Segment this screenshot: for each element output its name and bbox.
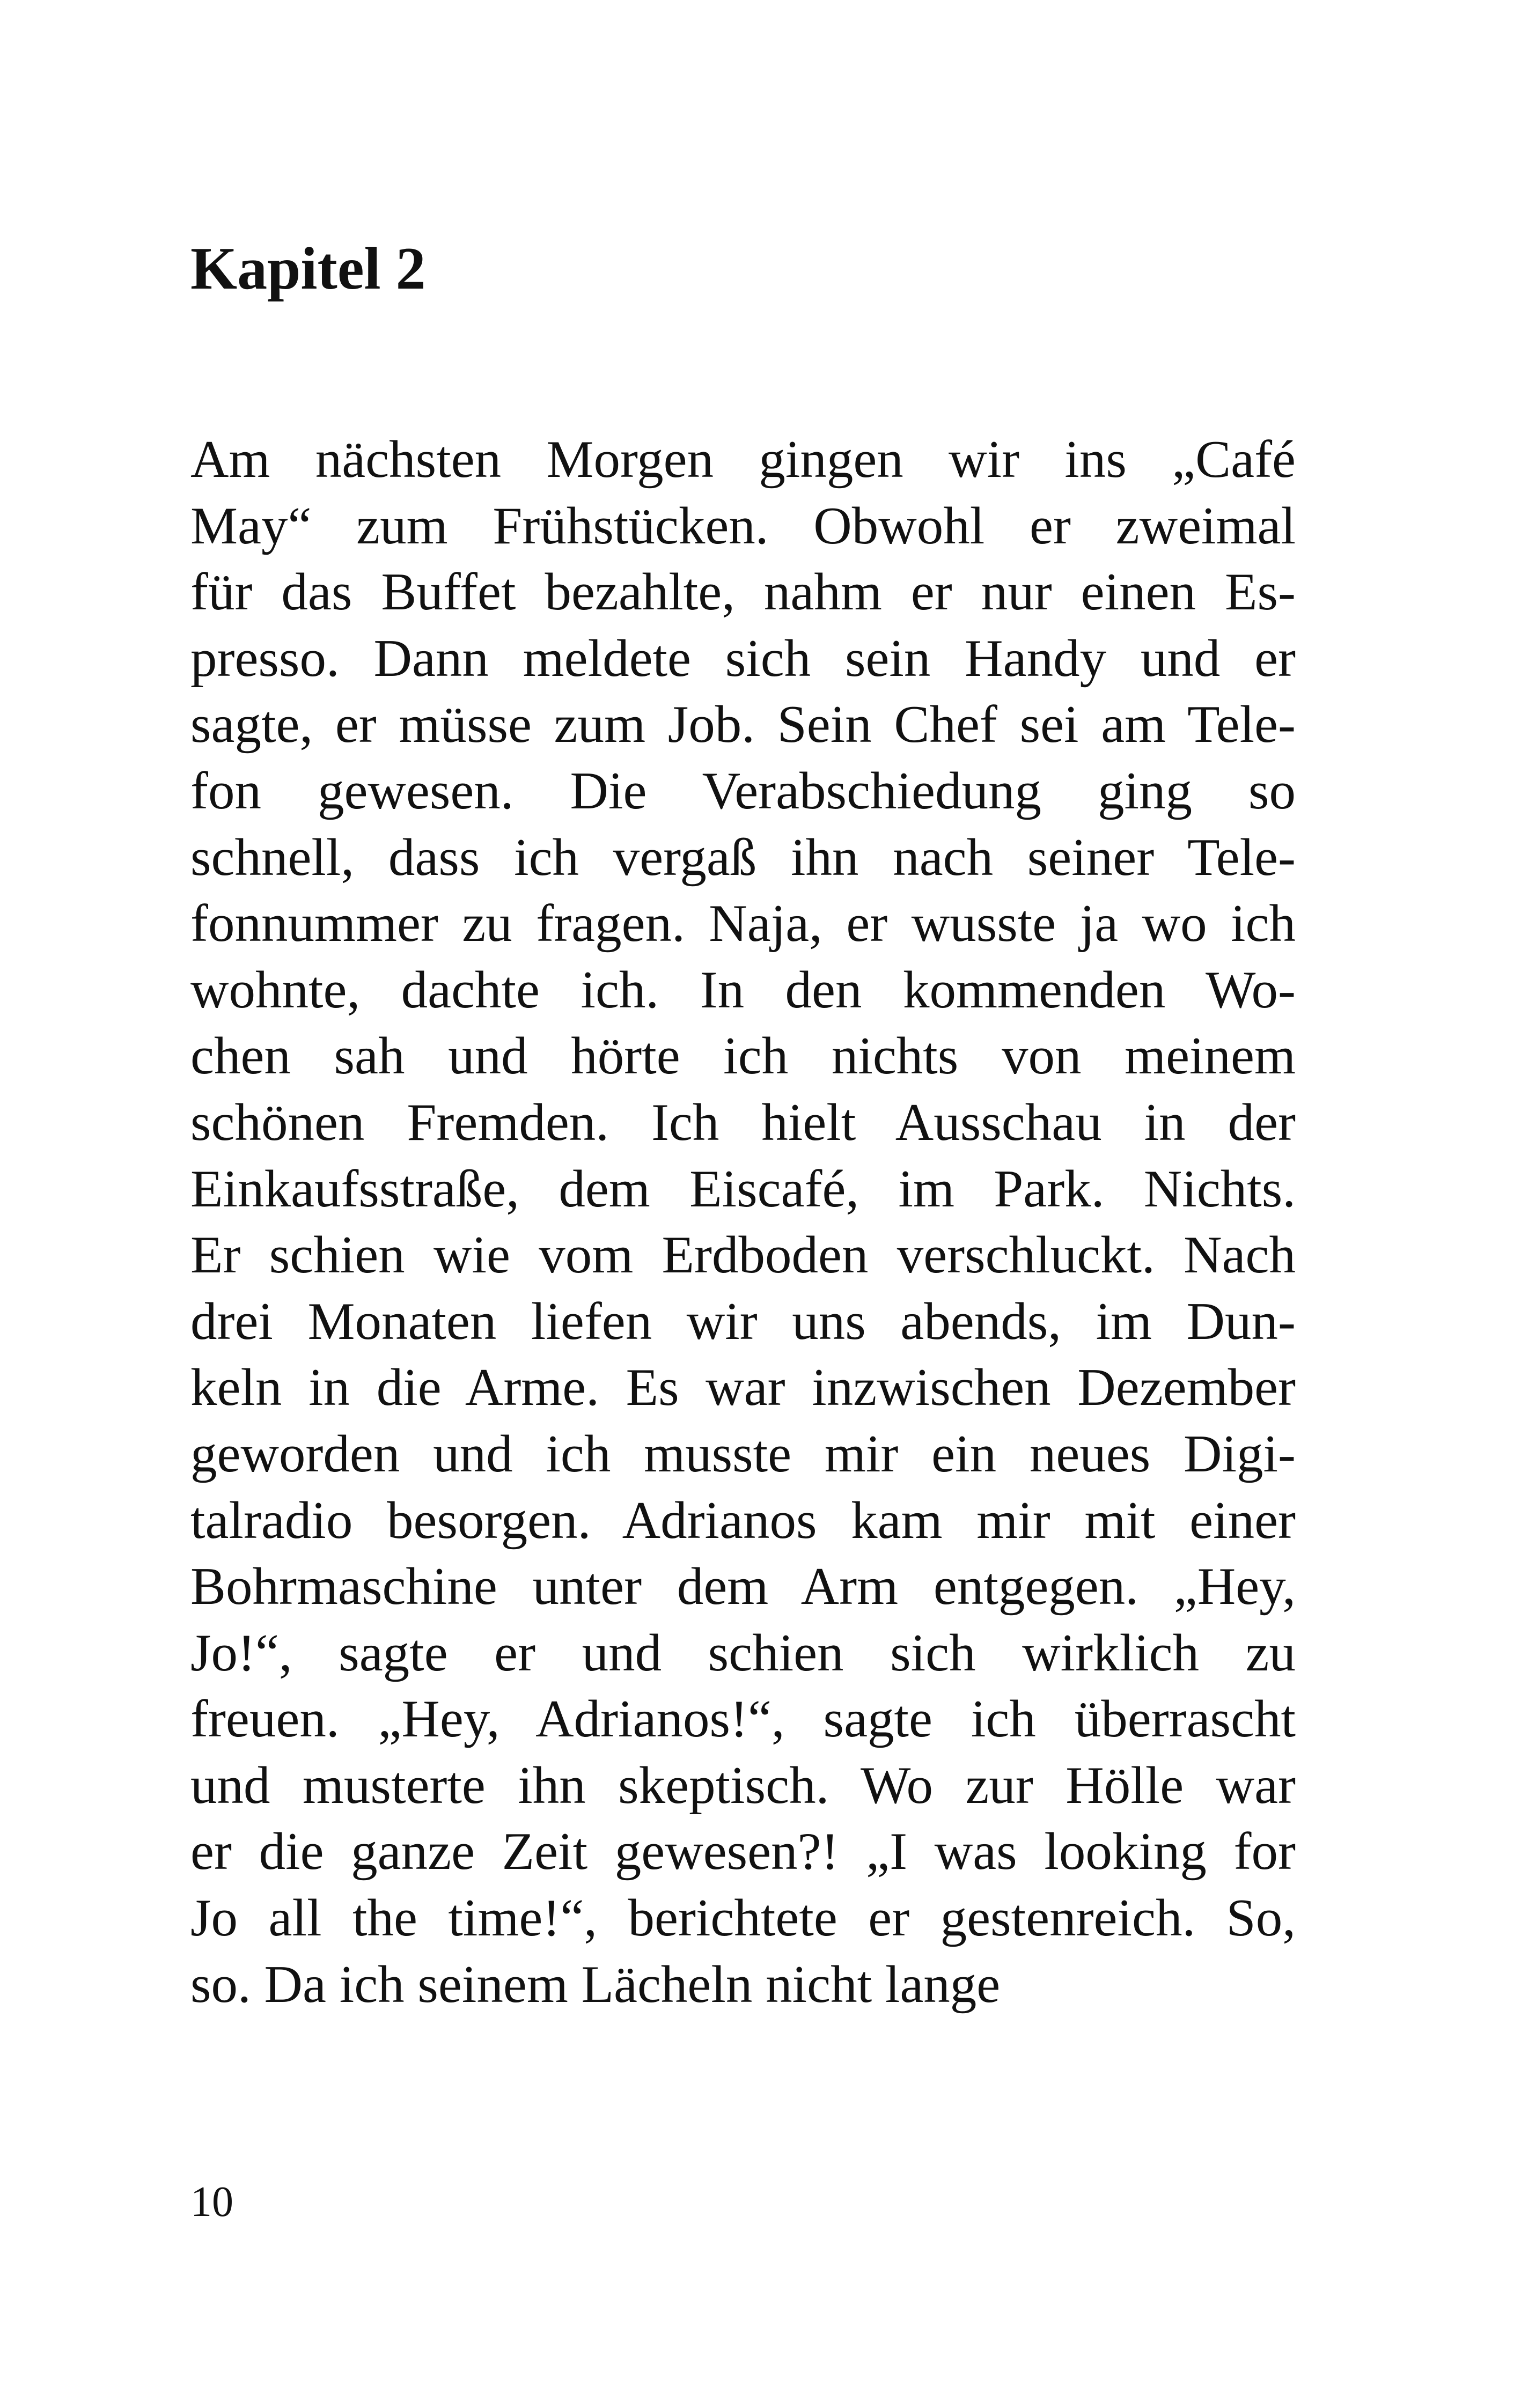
text-line: presso. Dann meldete sich sein Handy und er xyxy=(190,629,1296,688)
text-line: chen sah und hörte ich nichts von meinem xyxy=(190,1027,1296,1086)
text-line: freuen. „Hey, Adrianos!“, sagte ich überrascht xyxy=(190,1690,1296,1749)
text-line: talradio besorgen. Adrianos kam mir mit einer xyxy=(190,1491,1296,1550)
text-line: drei Monaten liefen wir uns abends, im Dun- xyxy=(190,1292,1296,1351)
text-line: May“ zum Frühstücken. Obwohl er zweimal xyxy=(190,496,1296,555)
text-line: Am nächsten Morgen gingen wir ins „Café xyxy=(190,430,1296,489)
text-line: fonnummer zu fragen. Naja, er wusste ja wo ich xyxy=(190,894,1296,953)
text-line: schönen Fremden. Ich hielt Ausschau in der xyxy=(190,1093,1296,1152)
text-line: Jo all the time!“, berichtete er gestenreich. So, xyxy=(190,1889,1296,1948)
text-line: Einkaufsstraße, dem Eiscafé, im Park. Nichts. xyxy=(190,1159,1296,1218)
text-line: für das Buffet bezahlte, nahm er nur einen Es- xyxy=(190,563,1296,622)
text-line: Bohrmaschine unter dem Arm entgegen. „Hey, xyxy=(190,1557,1296,1616)
page-number: 10 xyxy=(190,2178,233,2226)
text-line: Er schien wie vom Erdboden verschluckt. Nach xyxy=(190,1226,1296,1285)
text-line: geworden und ich musste mir ein neues Digi- xyxy=(190,1424,1296,1483)
text-line: Jo!“, sagte er und schien sich wirklich zu xyxy=(190,1623,1296,1682)
text-line: und musterte ihn skeptisch. Wo zur Hölle war xyxy=(190,1756,1296,1815)
text-line: so. Da ich seinem Lächeln nicht lange xyxy=(190,1955,1001,2014)
text-line: sagte, er müsse zum Job. Sein Chef sei am Tele- xyxy=(190,695,1296,754)
text-line: schnell, dass ich vergaß ihn nach seiner Tele- xyxy=(190,828,1296,887)
chapter-title: Kapitel 2 xyxy=(190,235,426,302)
body-paragraph xyxy=(190,426,1296,2017)
text-line: wohnte, dachte ich. In den kommenden Wo- xyxy=(190,960,1296,1019)
text-line: fon gewesen. Die Verabschiedung ging so xyxy=(190,761,1296,820)
text-line: er die ganze Zeit gewesen?! „I was looking for xyxy=(190,1822,1296,1881)
text-line: keln in die Arme. Es war inzwischen Dezember xyxy=(190,1358,1296,1417)
